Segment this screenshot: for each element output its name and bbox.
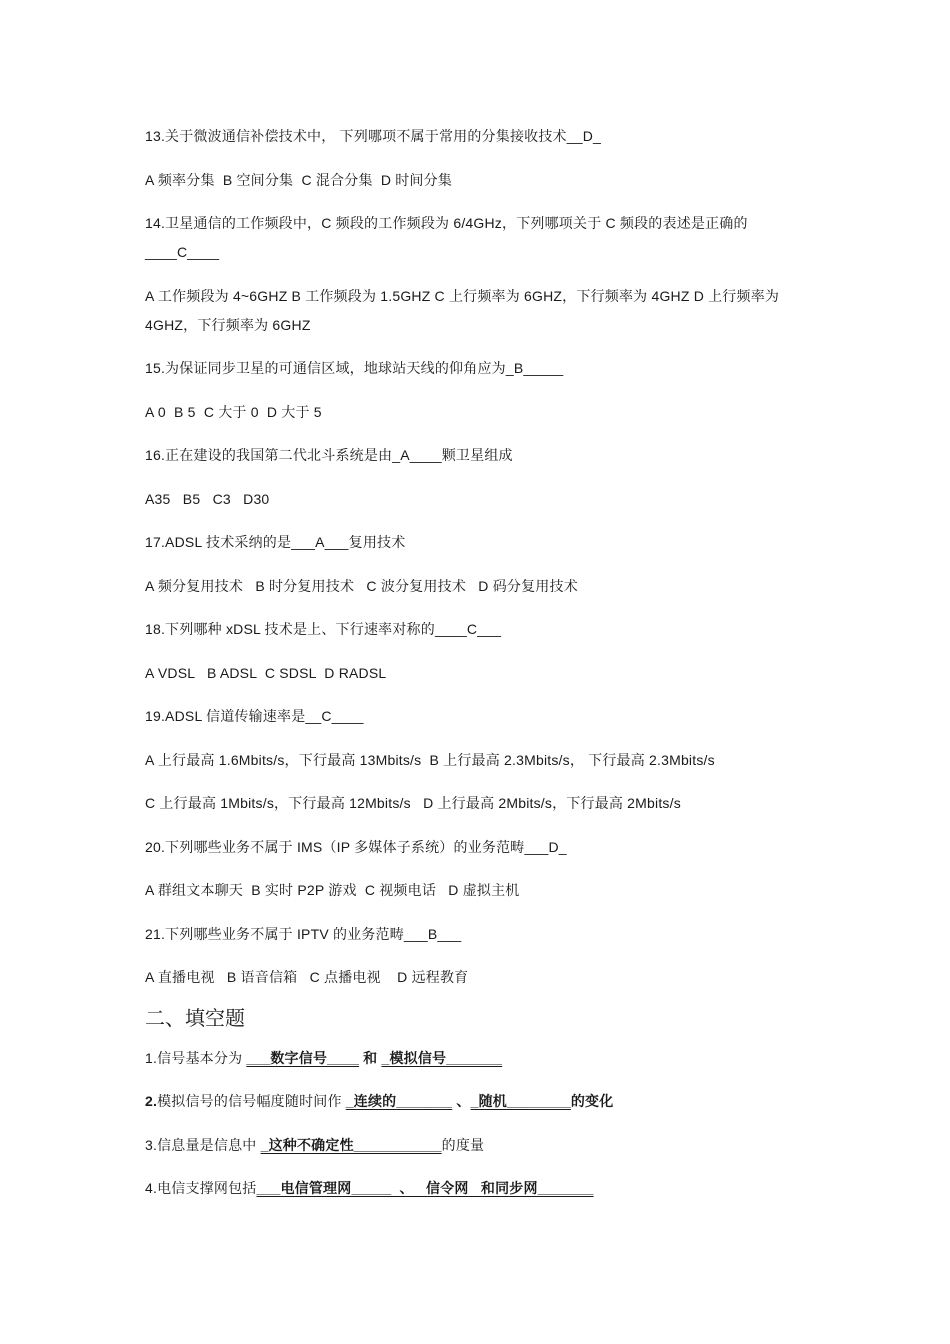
question-15: 15.为保证同步卫星的可通信区域，地球站天线的仰角应为_B_____	[145, 360, 564, 376]
fill-4-prefix: 4.电信支撑网包括	[145, 1180, 257, 1196]
question-21-options: A 直播电视 B 语音信箱 C 点播电视 D 远程教育	[145, 969, 469, 985]
question-18-options: A VDSL B ADSL C SDSL D RADSL	[145, 664, 387, 681]
question-13: 13.关于微波通信补偿技术中， 下列哪项不属于常用的分集接收技术__D_	[145, 128, 602, 144]
question-16-options: A35 B5 C3 D30	[145, 490, 270, 507]
question-16: 16.正在建设的我国第二代北斗系统是由_A____颗卫星组成	[145, 447, 513, 463]
fill-3-answer: _这种不确定性___________	[260, 1136, 442, 1153]
question-21: 21.下列哪些业务不属于 IPTV 的业务范畴___B___	[145, 925, 462, 942]
question-13-options: A 频率分集 B 空间分集 C 混合分集 D 时间分集	[145, 171, 453, 188]
question-19: 19.ADSL 信道传输速率是__C____	[145, 708, 364, 724]
fill-1-connector: 和	[359, 1049, 382, 1066]
question-14-options: A 工作频段为 4~6GHZ B 工作频段为 1.5GHZ C 上行频率为 6GHZ，下行频率为 4GHZ D 上行频率为 4GHZ，下行频率为 6GHZ	[145, 287, 780, 333]
question-17: 17.ADSL 技术采纳的是___A___复用技术	[145, 534, 406, 550]
fill-3-suffix: 的度量	[441, 1136, 485, 1153]
fill-2-answer-1: _连续的_______	[345, 1093, 453, 1109]
fill-3-prefix: 3.信息量是信息中	[145, 1136, 261, 1153]
question-19-options-ab: A 上行最高 1.6Mbits/s，下行最高 13Mbits/s B 上行最高 2.3Mbits/s， 下行最高 2.3Mbits/s	[145, 751, 715, 768]
fill-1-answer-2: _模拟信号_______	[381, 1049, 503, 1066]
document-page	[145, 122, 815, 1218]
question-18: 18.下列哪种 xDSL 技术是上、下行速率对称的____C___	[145, 621, 502, 637]
fill-question-3	[145, 1131, 815, 1160]
fill-2-connector: 、	[452, 1093, 471, 1109]
fill-2-number: 2.	[145, 1093, 158, 1109]
fill-question-4	[145, 1174, 815, 1203]
question-15-options: A 0 B 5 C 大于 0 D 大于 5	[145, 403, 322, 420]
question-14: 14.卫星通信的工作频段中，C 频段的工作频段为 6/4GHz，下列哪项关于 C 频段的表述是正确的____C____	[145, 215, 748, 260]
fill-2-prefix: 模拟信号的信号幅度随时间作	[157, 1093, 346, 1109]
fill-1-answer-1: ___数字信号____	[246, 1049, 360, 1066]
fill-4-answer: ___电信管理网_____ 、 信令网 和同步网_______	[256, 1180, 594, 1196]
question-20-options: A 群组文本聊天 B 实时 P2P 游戏 C 视频电话 D 虚拟主机	[145, 882, 520, 898]
fill-2-suffix: 的变化	[570, 1093, 614, 1109]
question-17-options: A 频分复用技术 B 时分复用技术 C 波分复用技术 D 码分复用技术	[145, 577, 578, 594]
fill-question-2	[145, 1087, 815, 1116]
question-19-options-cd: C 上行最高 1Mbits/s，下行最高 12Mbits/s D 上行最高 2Mbits/s，下行最高 2Mbits/s	[145, 795, 681, 811]
fill-2-answer-2: _随机________	[470, 1093, 571, 1109]
fill-question-1	[145, 1044, 815, 1073]
fill-1-prefix: 1.信号基本分为	[145, 1049, 247, 1066]
section-title-fill-in: 二、填空题	[145, 1005, 245, 1030]
question-20: 20.下列哪些业务不属于 IMS（IP 多媒体子系统）的业务范畴___D_	[145, 838, 567, 855]
